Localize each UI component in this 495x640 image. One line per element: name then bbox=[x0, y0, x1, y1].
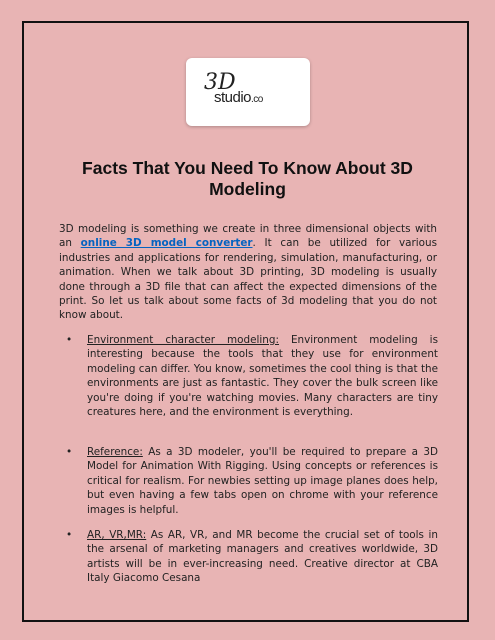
list-item bbox=[66, 445, 438, 517]
page-title: Facts That You Need To Know About 3D Modeling bbox=[82, 158, 413, 199]
logo bbox=[186, 58, 310, 126]
bullet-text: As a 3D modeler, you'll be required to prepare a 3D Model for Animation With Rigging. Using concepts or references is critical for realism. For newbies setting up image planes does help, but even having a few tabs open on chrome with your reference images is helpful. bbox=[87, 446, 438, 516]
bullet-marker: • bbox=[66, 529, 73, 541]
bullet-term: AR, VR,MR: bbox=[87, 529, 147, 541]
bullet-term: Reference: bbox=[87, 446, 143, 458]
list-item bbox=[66, 528, 438, 586]
intro-paragraph bbox=[59, 222, 437, 323]
logo-mark-text: 3D bbox=[204, 70, 236, 95]
bullet-text: Environment modeling is interesting because the tools that they use for environment modeling can differ. You know, sometimes the cool thing is that the environments are just as fantastic. They cover the bulk screen like you're doing if you're watching movies. Many characters are tiny creatures here, and the environment is everything. bbox=[87, 334, 438, 419]
online-3d-model-converter-link[interactable]: online 3D model converter bbox=[80, 237, 253, 250]
bullet-marker: • bbox=[66, 334, 73, 346]
bullet-term: Environment character modeling: bbox=[87, 334, 279, 346]
bullet-marker: • bbox=[66, 446, 73, 458]
intro-text-after: . It can be utilized for various industries and applications for rendering, simulation, manufacturing, or animation. When we talk about 3D printing, 3D modeling is usually done through a 3D file that can affect the expected dimensions of the print. So let us talk about some facts of 3d modeling that you do not know about. bbox=[59, 237, 437, 322]
logo-wordmark bbox=[214, 89, 263, 106]
logo-suffix: .co bbox=[251, 94, 263, 105]
list-item bbox=[66, 333, 438, 419]
intro-text-before: 3D modeling is something we create in three dimensional objects with an bbox=[59, 223, 437, 250]
logo-word: studio bbox=[214, 89, 252, 106]
bullet-text: As AR, VR, and MR become the crucial set of tools in the arsenal of marketing managers and creatives worldwide, 3D artists will be in ever-increasing need. Creative director at CBA Italy Giacomo Cesana bbox=[87, 529, 439, 585]
